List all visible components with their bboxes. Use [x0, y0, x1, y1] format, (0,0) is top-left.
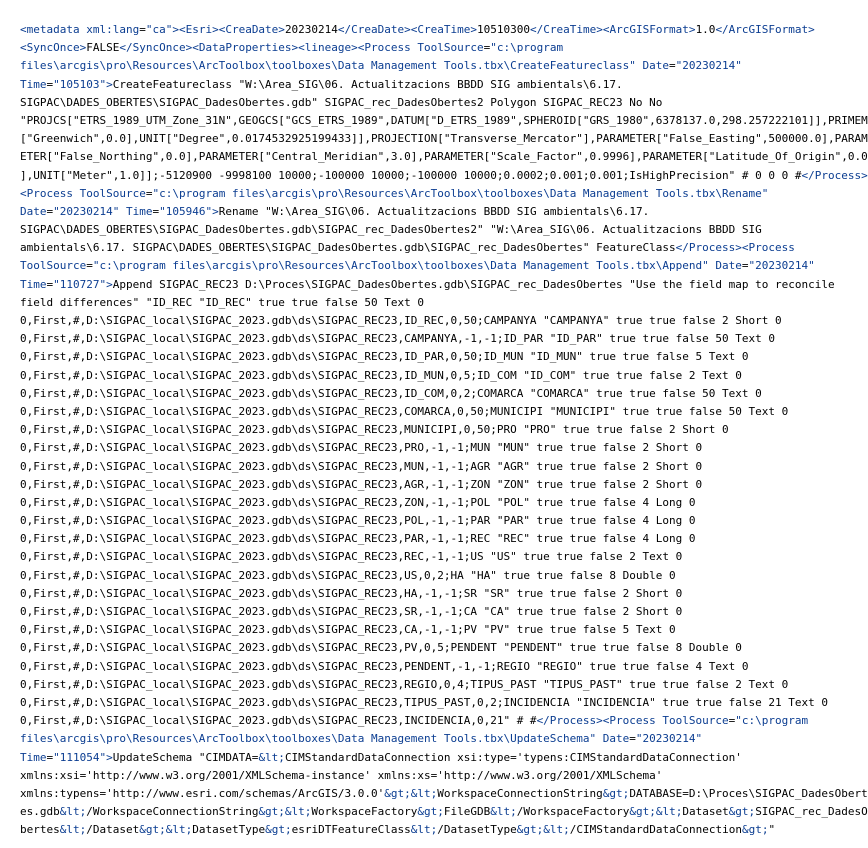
xml-text: DATABASE=D:\Proces\SIGPAC_DadesObert	[629, 786, 868, 800]
xml-tag: <Process	[20, 186, 80, 200]
xml-line	[20, 603, 848, 621]
xml-attribute-name: Date	[715, 259, 742, 273]
xml-text: =	[46, 204, 54, 218]
xml-document-viewer	[20, 21, 868, 839]
xml-line	[20, 458, 848, 476]
xml-line	[20, 694, 848, 712]
xml-text: 0,First,#,D:\SIGPAC_local\SIGPAC_2023.gdb\ds\SIGPAC_REC23,MUN,-1,-1;AGR "AGR" true true false 2 Short 0	[20, 459, 703, 473]
xml-line	[20, 512, 848, 530]
xml-text: =	[629, 732, 636, 746]
xml-attribute-name: Date	[642, 59, 670, 73]
xml-text: ETER["False_Northing",0.0],PARAMETER["Central_Meridian",3.0],PARAMETER["Scale_Factor",0.9996],PARAMETER["Latitude_Of_Origin",0.0	[20, 150, 868, 164]
xml-tag: </SyncOnce><DataProperties><lineage><Process	[119, 41, 418, 55]
xml-text: 0,First,#,D:\SIGPAC_local\SIGPAC_2023.gdb\ds\SIGPAC_REC23,INCIDENCIA,0,21" # #	[20, 714, 537, 728]
xml-entity: &gt;	[728, 805, 756, 819]
xml-attribute-name: Time	[20, 277, 47, 291]
xml-attribute-value: "c:\program files\arcgis\pro\Resources\ArcToolbox\toolboxes\Data Management Tools.tbx\Rename"	[152, 186, 769, 200]
xml-line	[20, 439, 848, 457]
xml-text: esriDTFeatureClass	[291, 823, 411, 837]
xml-text: 0,First,#,D:\SIGPAC_local\SIGPAC_2023.gdb\ds\SIGPAC_REC23,ZON,-1,-1;POL "POL" true true false 4 Long 0	[20, 495, 696, 509]
xml-entity: &gt;	[602, 786, 630, 800]
xml-text: 0,First,#,D:\SIGPAC_local\SIGPAC_2023.gdb\ds\SIGPAC_REC23,PAR,-1,-1;REC "REC" true true false 4 Long 0	[20, 532, 696, 546]
xml-text: 0,First,#,D:\SIGPAC_local\SIGPAC_2023.gdb\ds\SIGPAC_REC23,REGIO,0,4;TIPUS_PAST "TIPUS_PAST" true true false 2 Text 0	[20, 677, 789, 691]
xml-line	[20, 476, 848, 494]
xml-text: SIGPAC\DADES_OBERTES\SIGPAC_DadesObertes.gdb" SIGPAC_rec_DadesObertes2 Polygon SIGPAC_REC23 No No	[20, 95, 663, 109]
xml-text: CIMStandardDataConnection xsi:type='typens:CIMStandardDataConnection'	[284, 750, 742, 764]
xml-attribute-name: ToolSource	[79, 186, 146, 200]
xml-tag: <SyncOnce>	[20, 41, 87, 55]
xml-text: field differences" "ID_REC "ID_REC" true true false 50 Text 0	[20, 295, 424, 309]
xml-line	[20, 348, 848, 366]
xml-attribute-value: "20230214"	[635, 732, 703, 746]
xml-text: /CIMStandardDataConnection	[569, 823, 742, 837]
xml-text: Append SIGPAC_REC23 D:\Proces\SIGPAC_DadesObertes.gdb\SIGPAC_rec_DadesObertes "Use the field map to reconcile	[112, 277, 835, 291]
xml-line	[20, 39, 848, 57]
xml-line	[20, 821, 848, 839]
xml-line	[20, 221, 848, 239]
xml-line	[20, 785, 868, 803]
xml-tag: </CreaDate><CreaTime>	[337, 23, 477, 36]
xml-text: ["Greenwich",0.0],UNIT["Degree",0.0174532925199433]],PROJECTION["Transverse_Mercator"],PARAMETER["False_Easting",500000.0],PARAM	[20, 132, 868, 146]
xml-line	[20, 185, 848, 203]
xml-attribute-name: Time	[125, 204, 153, 218]
xml-tag: >	[212, 204, 219, 218]
xml-line	[20, 494, 848, 512]
xml-text: =	[46, 277, 54, 291]
xml-text: WorkspaceFactory	[311, 805, 418, 819]
xml-text: 0,First,#,D:\SIGPAC_local\SIGPAC_2023.gdb\ds\SIGPAC_REC23,ID_COM,0,2;COMARCA "COMARCA" true true false 50 Text 0	[20, 386, 762, 400]
xml-text: /DatasetType	[437, 823, 517, 837]
xml-line	[20, 385, 848, 403]
xml-attribute-value: "110727"	[53, 277, 107, 291]
xml-text: =	[741, 259, 749, 273]
xml-entity: &gt;	[265, 823, 292, 837]
xml-tag: >	[106, 750, 113, 764]
xml-line	[20, 676, 848, 694]
xml-text: 0,First,#,D:\SIGPAC_local\SIGPAC_2023.gdb\ds\SIGPAC_REC23,TIPUS_PAST,0,2;INCIDENCIA "INCIDENCIA" true true false 21 Text 0	[20, 695, 828, 709]
xml-text: =	[483, 41, 491, 55]
xml-attribute-value: "c:\program files\arcgis\pro\Resources\ArcToolbox\toolboxes\Data Management Tools.tbx\Append"	[92, 259, 716, 273]
xml-tag: </Process><Process	[675, 241, 795, 255]
xml-entity: &lt;	[490, 805, 517, 819]
xml-text: FALSE	[86, 41, 120, 55]
xml-line	[20, 294, 848, 312]
xml-text: "PROJCS["ETRS_1989_UTM_Zone_31N",GEOGCS["GCS_ETRS_1989",DATUM["D_ETRS_1989",SPHEROID["GRS_1980",6378137.0,298.257222101]],PRIMEM	[20, 113, 868, 127]
xml-line	[20, 767, 848, 785]
xml-line	[20, 803, 868, 821]
xml-line	[20, 367, 848, 385]
xml-text: FileGDB	[443, 805, 491, 819]
xml-text: 0,First,#,D:\SIGPAC_local\SIGPAC_2023.gdb\ds\SIGPAC_REC23,HA,-1,-1;SR "SR" true true false 2 Short 0	[20, 586, 683, 600]
xml-text: 0,First,#,D:\SIGPAC_local\SIGPAC_2023.gdb\ds\SIGPAC_REC23,COMARCA,0,50;MUNICIPI "MUNICIPI" true true false 50 Text 0	[20, 404, 789, 418]
xml-text: xmlns:typens='http://www.esri.com/schemas/ArcGIS/3.0.0'	[20, 786, 385, 800]
xml-line	[20, 130, 868, 148]
xml-tag: </Process><Process	[536, 714, 663, 728]
xml-text: =	[145, 186, 153, 200]
xml-text: 0,First,#,D:\SIGPAC_local\SIGPAC_2023.gdb\ds\SIGPAC_REC23,ID_REC,0,50;CAMPANYA "CAMPANYA" true true false 2 Short 0	[20, 314, 782, 327]
xml-entity: &lt;	[59, 805, 87, 819]
xml-line	[20, 148, 868, 166]
xml-line	[20, 730, 848, 748]
xml-line	[20, 421, 848, 439]
xml-attribute-value: "c:\program	[490, 41, 564, 55]
xml-tag: </ArcGISFormat>	[715, 23, 815, 36]
xml-attribute-value: "20230214"	[53, 204, 126, 218]
xml-attribute-value: "20230214"	[675, 59, 742, 73]
xml-text: =	[152, 204, 160, 218]
xml-text: 0,First,#,D:\SIGPAC_local\SIGPAC_2023.gdb\ds\SIGPAC_REC23,US,0,2;HA "HA" true true false 8 Double 0	[20, 568, 676, 582]
xml-attribute-value: "105946"	[159, 204, 213, 218]
xml-line	[20, 749, 848, 767]
xml-entity: &lt;	[59, 823, 87, 837]
xml-text: 0,First,#,D:\SIGPAC_local\SIGPAC_2023.gdb\ds\SIGPAC_REC23,MUNICIPI,0,50;PRO "PRO" true true false 2 Short 0	[20, 423, 729, 437]
xml-text: =	[86, 259, 93, 273]
xml-line	[20, 239, 848, 257]
xml-line	[20, 530, 848, 548]
xml-line	[20, 548, 848, 566]
xml-line	[20, 167, 868, 185]
xml-text: =	[728, 714, 736, 728]
xml-text: xmlns:xsi='http://www.w3.org/2001/XMLSchema-instance' xmlns:xs='http://www.w3.org/2001/XMLSchema'	[20, 768, 663, 782]
xml-text: SIGPAC\DADES_OBERTES\SIGPAC_DadesObertes.gdb\SIGPAC_rec_DadesObertes2" "W:\Area_SIG\06. Actualitzacions BBDD SIG	[20, 223, 762, 237]
xml-entity: &lt;	[258, 750, 285, 764]
xml-line	[20, 203, 848, 221]
xml-text: CreateFeatureclass "W:\Area_SIG\06. Actualitzacions BBDD SIG ambientals\6.17.	[112, 77, 623, 91]
xml-text: /WorkspaceFactory	[516, 805, 630, 819]
xml-text: ],UNIT["Meter",1.0]];-5120900 -9998100 10000;-100000 10000;-100000 10000;0.0002;0.001;0.001;IsHighPrecision" # 0 0 0 #	[20, 168, 802, 182]
xml-text: DatasetType	[192, 823, 266, 837]
xml-tag: </Process>	[801, 168, 868, 182]
xml-line	[20, 639, 848, 657]
xml-attribute-name: Date	[602, 732, 630, 746]
xml-text: Rename "W:\Area_SIG\06. Actualitzacions BBDD SIG ambientals\6.17.	[218, 204, 650, 218]
xml-attribute-value: files\arcgis\pro\Resources\ArcToolbox\toolboxes\Data Management Tools.tbx\UpdateSchema"	[20, 732, 603, 746]
xml-line	[20, 585, 848, 603]
xml-line	[20, 330, 848, 348]
xml-tag: >	[106, 277, 113, 291]
xml-attribute-name: Time	[20, 77, 47, 91]
xml-line	[20, 712, 848, 730]
xml-tag: </CreaTime><ArcGISFormat>	[529, 23, 696, 36]
xml-text: 10510300	[477, 23, 530, 36]
xml-text: ambientals\6.17. SIGPAC\DADES_OBERTES\SIGPAC_DadesObertes.gdb\SIGPAC_rec_DadesObertes" FeatureClass	[20, 241, 676, 255]
xml-attribute-name: Time	[20, 750, 47, 764]
xml-attribute-name: ToolSource	[20, 259, 87, 273]
xml-attribute-value: "20230214"	[748, 259, 815, 273]
xml-entity: &gt;&lt;	[629, 805, 683, 819]
xml-entity: &gt;&lt;	[384, 786, 438, 800]
xml-text: 0,First,#,D:\SIGPAC_local\SIGPAC_2023.gdb\ds\SIGPAC_REC23,AGR,-1,-1;ZON "ZON" true true false 2 Short 0	[20, 477, 703, 491]
xml-entity: &gt;&lt;	[139, 823, 193, 837]
xml-text: bertes	[20, 823, 60, 837]
xml-line	[20, 658, 848, 676]
xml-text: Dataset	[682, 805, 729, 819]
xml-text: 0,First,#,D:\SIGPAC_local\SIGPAC_2023.gdb\ds\SIGPAC_REC23,CAMPANYA,-1,-1;ID_PAR "ID_PAR" true true false 50 Text 0	[20, 332, 775, 346]
xml-text: 0,First,#,D:\SIGPAC_local\SIGPAC_2023.gdb\ds\SIGPAC_REC23,PENDENT,-1,-1;REGIO "REGIO" true true false 4 Text 0	[20, 659, 749, 673]
xml-tag: >	[106, 77, 113, 91]
xml-text: 0,First,#,D:\SIGPAC_local\SIGPAC_2023.gdb\ds\SIGPAC_REC23,SR,-1,-1;CA "CA" true true false 2 Short 0	[20, 605, 683, 618]
xml-line	[20, 76, 848, 94]
xml-text: 0,First,#,D:\SIGPAC_local\SIGPAC_2023.gdb\ds\SIGPAC_REC23,POL,-1,-1;PAR "PAR" true true false 4 Long 0	[20, 514, 696, 528]
xml-text: UpdateSchema "CIMDATA=	[112, 750, 259, 764]
xml-entity: &gt;	[417, 805, 444, 819]
xml-attribute-value: "111054"	[53, 750, 107, 764]
xml-text: 0,First,#,D:\SIGPAC_local\SIGPAC_2023.gdb\ds\SIGPAC_REC23,ID_MUN,0,5;ID_COM "ID_COM" true true false 2 Text 0	[20, 368, 742, 382]
xml-text: 20230214	[284, 23, 338, 36]
xml-text: =	[669, 59, 676, 73]
xml-text: =	[46, 750, 54, 764]
xml-text: /WorkspaceConnectionString	[86, 805, 259, 819]
xml-line	[20, 621, 848, 639]
xml-text: 1.0	[695, 23, 716, 36]
xml-text: 0,First,#,D:\SIGPAC_local\SIGPAC_2023.gdb\ds\SIGPAC_REC23,PV,0,5;PENDENT "PENDENT" true true false 8 Double 0	[20, 641, 742, 655]
xml-line	[20, 21, 848, 39]
xml-attribute-value: files\arcgis\pro\Resources\ArcToolbox\toolboxes\Data Management Tools.tbx\CreateFeatureclass"	[20, 59, 643, 73]
xml-text: WorkspaceConnectionString	[437, 786, 603, 800]
xml-attribute-name: xml:lang	[86, 23, 140, 36]
xml-text: =	[139, 23, 146, 36]
xml-line	[20, 312, 848, 330]
xml-line	[20, 403, 848, 421]
xml-entity: &gt;&lt;	[258, 805, 312, 819]
xml-attribute-name: ToolSource	[417, 41, 484, 55]
xml-text: 0,First,#,D:\SIGPAC_local\SIGPAC_2023.gdb\ds\SIGPAC_REC23,ID_PAR,0,50;ID_MUN "ID_MUN" true true false 5 Text 0	[20, 350, 749, 364]
xml-line	[20, 94, 848, 112]
xml-text: "	[768, 823, 776, 837]
xml-text: 0,First,#,D:\SIGPAC_local\SIGPAC_2023.gdb\ds\SIGPAC_REC23,REC,-1,-1;US "US" true true false 2 Text 0	[20, 550, 683, 564]
xml-text: =	[46, 77, 54, 91]
xml-attribute-name: ToolSource	[662, 714, 729, 728]
xml-entity: &lt;	[410, 823, 438, 837]
xml-line	[20, 257, 848, 275]
xml-line	[20, 567, 848, 585]
xml-line	[20, 276, 848, 294]
xml-text: 0,First,#,D:\SIGPAC_local\SIGPAC_2023.gdb\ds\SIGPAC_REC23,CA,-1,-1;PV "PV" true true false 5 Text 0	[20, 623, 676, 637]
xml-text: /Dataset	[86, 823, 140, 837]
xml-entity: &gt;&lt;	[516, 823, 570, 837]
xml-text: SIGPAC_rec_DadesO	[755, 805, 868, 819]
xml-attribute-value: "105103"	[53, 77, 107, 91]
xml-tag: ><Esri><CreaDate>	[172, 23, 285, 36]
xml-tag: <metadata	[20, 23, 87, 36]
xml-attribute-name: Date	[20, 204, 47, 218]
xml-text: 0,First,#,D:\SIGPAC_local\SIGPAC_2023.gdb\ds\SIGPAC_REC23,PRO,-1,-1;MUN "MUN" true true false 2 Short 0	[20, 441, 703, 455]
xml-attribute-value: "c:\program	[735, 714, 809, 728]
xml-attribute-value: "ca"	[145, 23, 173, 36]
xml-line	[20, 112, 868, 130]
xml-text: es.gdb	[20, 805, 60, 819]
xml-entity: &gt;	[741, 823, 769, 837]
xml-line	[20, 57, 848, 75]
